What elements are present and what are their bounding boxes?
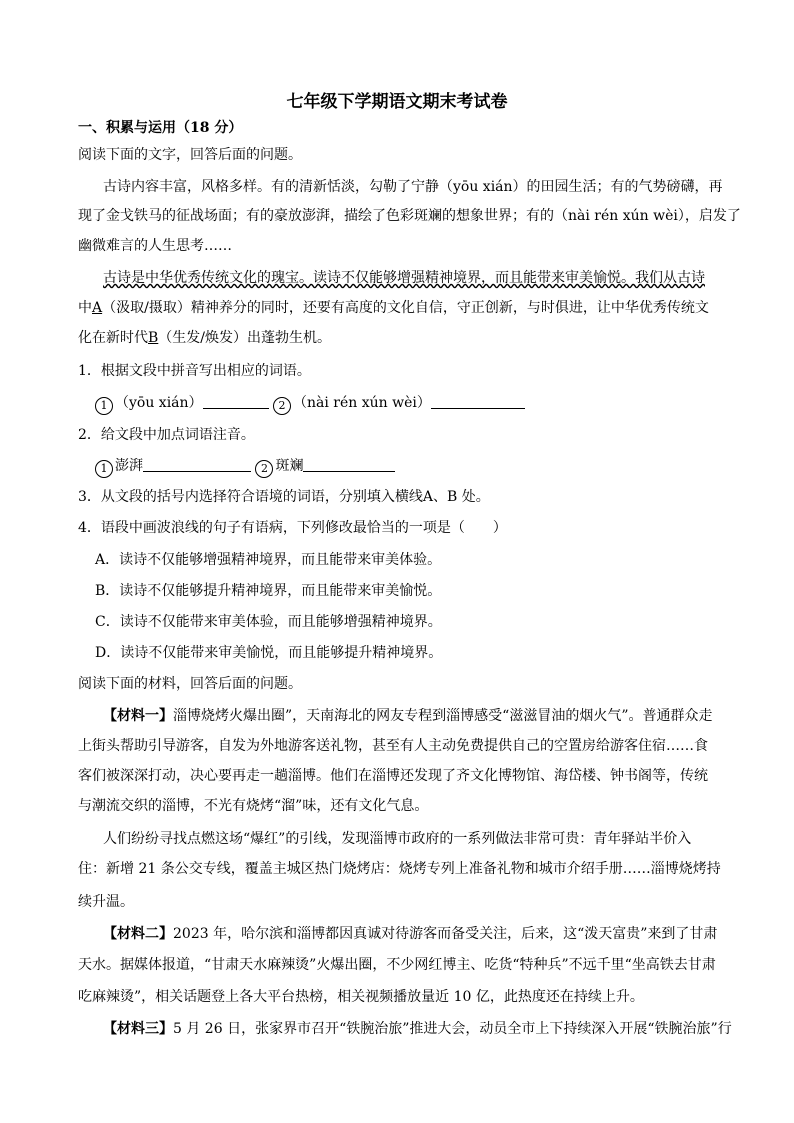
text-fragment: （汲取/摄取）精神养分的同时，还要有高度的文化自信，守正创新，与时俱进，让中华优秀传统文 (102, 300, 709, 316)
material-2-line-1 (103, 924, 717, 944)
material-1-line-3: 客们被深深打动，决心要再走一趟淄博。他们在淄博还发现了齐文化博物馆、海岱楼、钟书阁等，传统 (78, 768, 708, 784)
text-fragment: 5 月 26 日，张家界市召开“铁腕治旅”推进大会，动员全市上下持续深入开展“铁腕治旅”行 (173, 1021, 732, 1037)
material-2-line-2: 天水。据媒体报道，“甘肃天水麻辣烫”火爆出圈，不少网红博主、吃货“特种兵”不远千里“坐高铁去甘肃 (78, 957, 716, 973)
reading-intro-2: 阅读下面的材料，回答后面的问题。 (78, 676, 302, 692)
option-c[interactable]: C．读诗不仅能带来审美体验，而且能够增强精神境界。 (95, 614, 442, 630)
reading-intro: 阅读下面的文字，回答后面的问题。 (78, 147, 302, 163)
question-1-answers (95, 393, 525, 415)
material-2-line-3: 吃麻辣烫”，相关话题登上各大平台热榜，相关视频播放量近 10 亿，此热度还在持续上升。 (78, 989, 644, 1005)
circled-number: 1 (95, 397, 113, 415)
paragraph-1-line-3: 幽微难言的人生思考…… (78, 238, 232, 254)
material-3-line-1 (103, 1019, 732, 1039)
circled-number: 2 (255, 460, 273, 478)
wavy-sentence: 古诗是中华优秀传统文化的瑰宝。读诗不仅能够增强精神境界，而且能带来审美愉悦。我们从古诗 (103, 270, 705, 286)
page-title: 七年级下学期语文期末考试卷 (286, 92, 508, 112)
text-fragment: 化在新时代 (78, 330, 148, 346)
answer-blank[interactable] (431, 393, 525, 409)
word-prompt: 澎湃 (115, 458, 143, 474)
question-2: 2．给文段中加点词语注音。 (78, 427, 255, 443)
question-4: 4．语段中画波浪线的句子有语病，下列修改最恰当的一项是（ ） (78, 520, 507, 536)
pinyin-prompt: （yōu xián） (115, 395, 203, 411)
material-1b-line-2: 住：新增 21 条公交专线，覆盖主城区热门烧烤店：烧烤专列上准备礼物和城市介绍手册……淄博烧烤持 (78, 861, 721, 877)
text-fragment: （生发/焕发）出蓬勃生机。 (158, 330, 332, 346)
paragraph-2-line-1 (103, 268, 705, 288)
question-1: 1．根据文段中拼音写出相应的词语。 (78, 363, 311, 379)
blank-a-mark: A (92, 300, 103, 316)
paragraph-1-line-1: 古诗内容丰富，风格多样。有的清新恬淡，勾勒了宁静（yōu xián）的田园生活；有的气势磅礴，再 (103, 179, 723, 195)
paragraph-2-line-2 (78, 298, 709, 318)
answer-blank[interactable] (143, 456, 251, 472)
blank-b-mark: B (148, 330, 159, 346)
question-2-answers (95, 456, 395, 478)
paragraph-1-line-2: 现了金戈铁马的征战场面；有的豪放澎湃，描绘了色彩斑斓的想象世界；有的（nài rén xún wèi），启发了 (78, 208, 741, 224)
material-label: 【材料二】 (103, 926, 173, 942)
text-fragment: 淄博烧烤火爆出圈”，天南海北的网友专程到淄博感受“滋滋冒油的烟火气”。普通群众走 (173, 708, 713, 724)
text-fragment: 2023 年，哈尔滨和淄博都因真诚对待游客而备受关注，后来，这“泼天富贵”来到了甘肃 (173, 926, 718, 942)
material-label: 【材料一】 (103, 708, 173, 724)
pinyin-prompt: （nài rén xún wèi） (293, 395, 431, 411)
paragraph-2-line-3 (78, 328, 331, 348)
answer-blank[interactable] (303, 456, 395, 472)
option-d[interactable]: D．读诗不仅能带来审美愉悦，而且能够提升精神境界。 (95, 645, 443, 661)
question-3: 3．从文段的括号内选择符合语境的词语，分别填入横线A、B 处。 (78, 489, 490, 505)
circled-number: 1 (95, 460, 113, 478)
section-heading: 一、积累与运用（18 分） (78, 120, 243, 136)
option-a[interactable]: A．读诗不仅能够增强精神境界，而且能带来审美体验。 (95, 552, 442, 568)
word-prompt: 斑斓 (275, 458, 304, 474)
option-b[interactable]: B．读诗不仅能够提升精神境界，而且能带来审美愉悦。 (95, 583, 442, 599)
material-1b-line-1: 人们纷纷寻找点燃这场“爆红”的引线，发现淄博市政府的一系列做法非常可贵：青年驿站半价入 (103, 831, 692, 847)
material-1-line-1 (103, 706, 712, 726)
answer-blank[interactable] (203, 393, 269, 409)
material-1b-line-3: 续升温。 (78, 894, 134, 910)
circled-number: 2 (273, 397, 291, 415)
material-1-line-2: 上街头帮助引导游客，自发为外地游客送礼物，甚至有人主动免费提供自己的空置房给游客住宿……食 (78, 738, 708, 754)
text-fragment: 中 (78, 300, 92, 316)
material-1-line-4: 与潮流交织的淄博，不光有烧烤“溜”味，还有文化气息。 (78, 798, 429, 814)
material-label: 【材料三】 (103, 1021, 173, 1037)
